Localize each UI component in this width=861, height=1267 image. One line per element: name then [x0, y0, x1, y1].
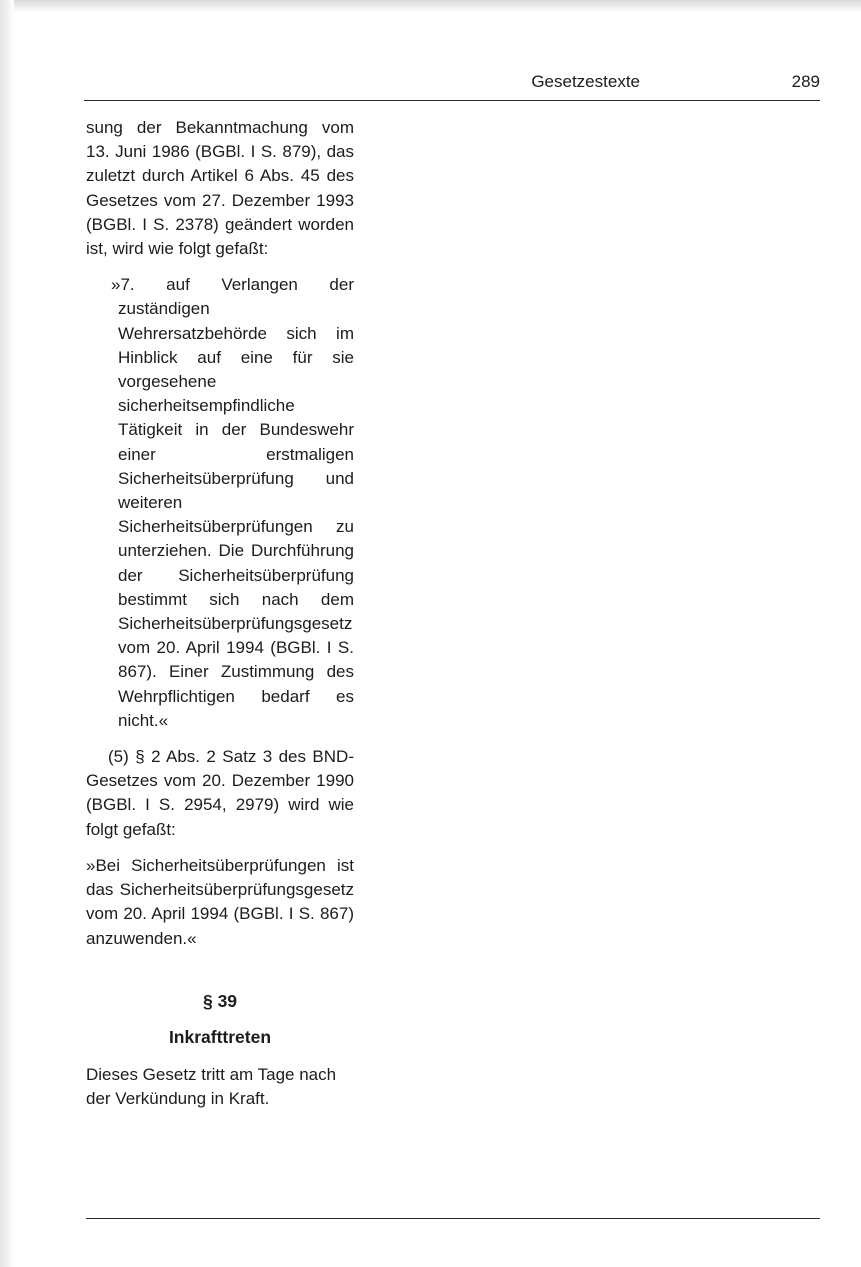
- footer-rule: [86, 1218, 820, 1219]
- running-header: [84, 70, 820, 101]
- text-column: [86, 116, 354, 1112]
- section-text: Dieses Gesetz tritt am Tage nach der Verkündung in Kraft.: [86, 1065, 337, 1109]
- section-title: Inkrafttreten: [168, 1026, 272, 1047]
- intro-paragraph: sung der Bekanntmachung vom 13. Juni 1986 (BGBl. I S. 879), das zuletzt durch Artikel 6 Abs. 45 des Gesetzes vom 27. Dezember 1993 (BGBl. I S. 2378) geändert worden ist, wird wie folgt gefaßt:: [86, 118, 354, 259]
- section-number: § 39: [202, 990, 238, 1011]
- paragraph-5: (5) § 2 Abs. 2 Satz 3 des BND-Gesetzes vom 20. Dezember 1990 (BGBl. I S. 2954, 2979) wird wie folgt gefaßt:: [86, 747, 354, 839]
- quoted-bnd-clause: »Bei Sicherheitsüberprüfungen ist das Sicherheitsüberprüfungsgesetz vom 20. April 1994 (BGBl. I S. 867) anzuwenden.«: [86, 855, 354, 948]
- running-title: Gesetzestexte: [531, 72, 640, 91]
- quoted-item-7: »7. auf Verlangen der zuständigen Wehrersatzbehörde sich im Hinblick auf eine für sie vorgesehene sicherheitsempfindliche Tätigkeit in der Bundeswehr einer erstmaligen Sicherheitsüberprüfung und weiteren Sicherheitsüberprüfungen zu unterziehen. Die Durchführung der Sicherheitsüberprüfung bestimmt sich nach dem Sicherheitsüberprüfungsgesetz vom 20. April 1994 (BGBl. I S. 867). Einer Zustimmung des Wehrpflichtigen bedarf es nicht.«: [111, 275, 354, 730]
- page-number: 289: [791, 72, 820, 91]
- scan-edge-left: [0, 0, 14, 1267]
- scan-edge-top: [0, 0, 861, 12]
